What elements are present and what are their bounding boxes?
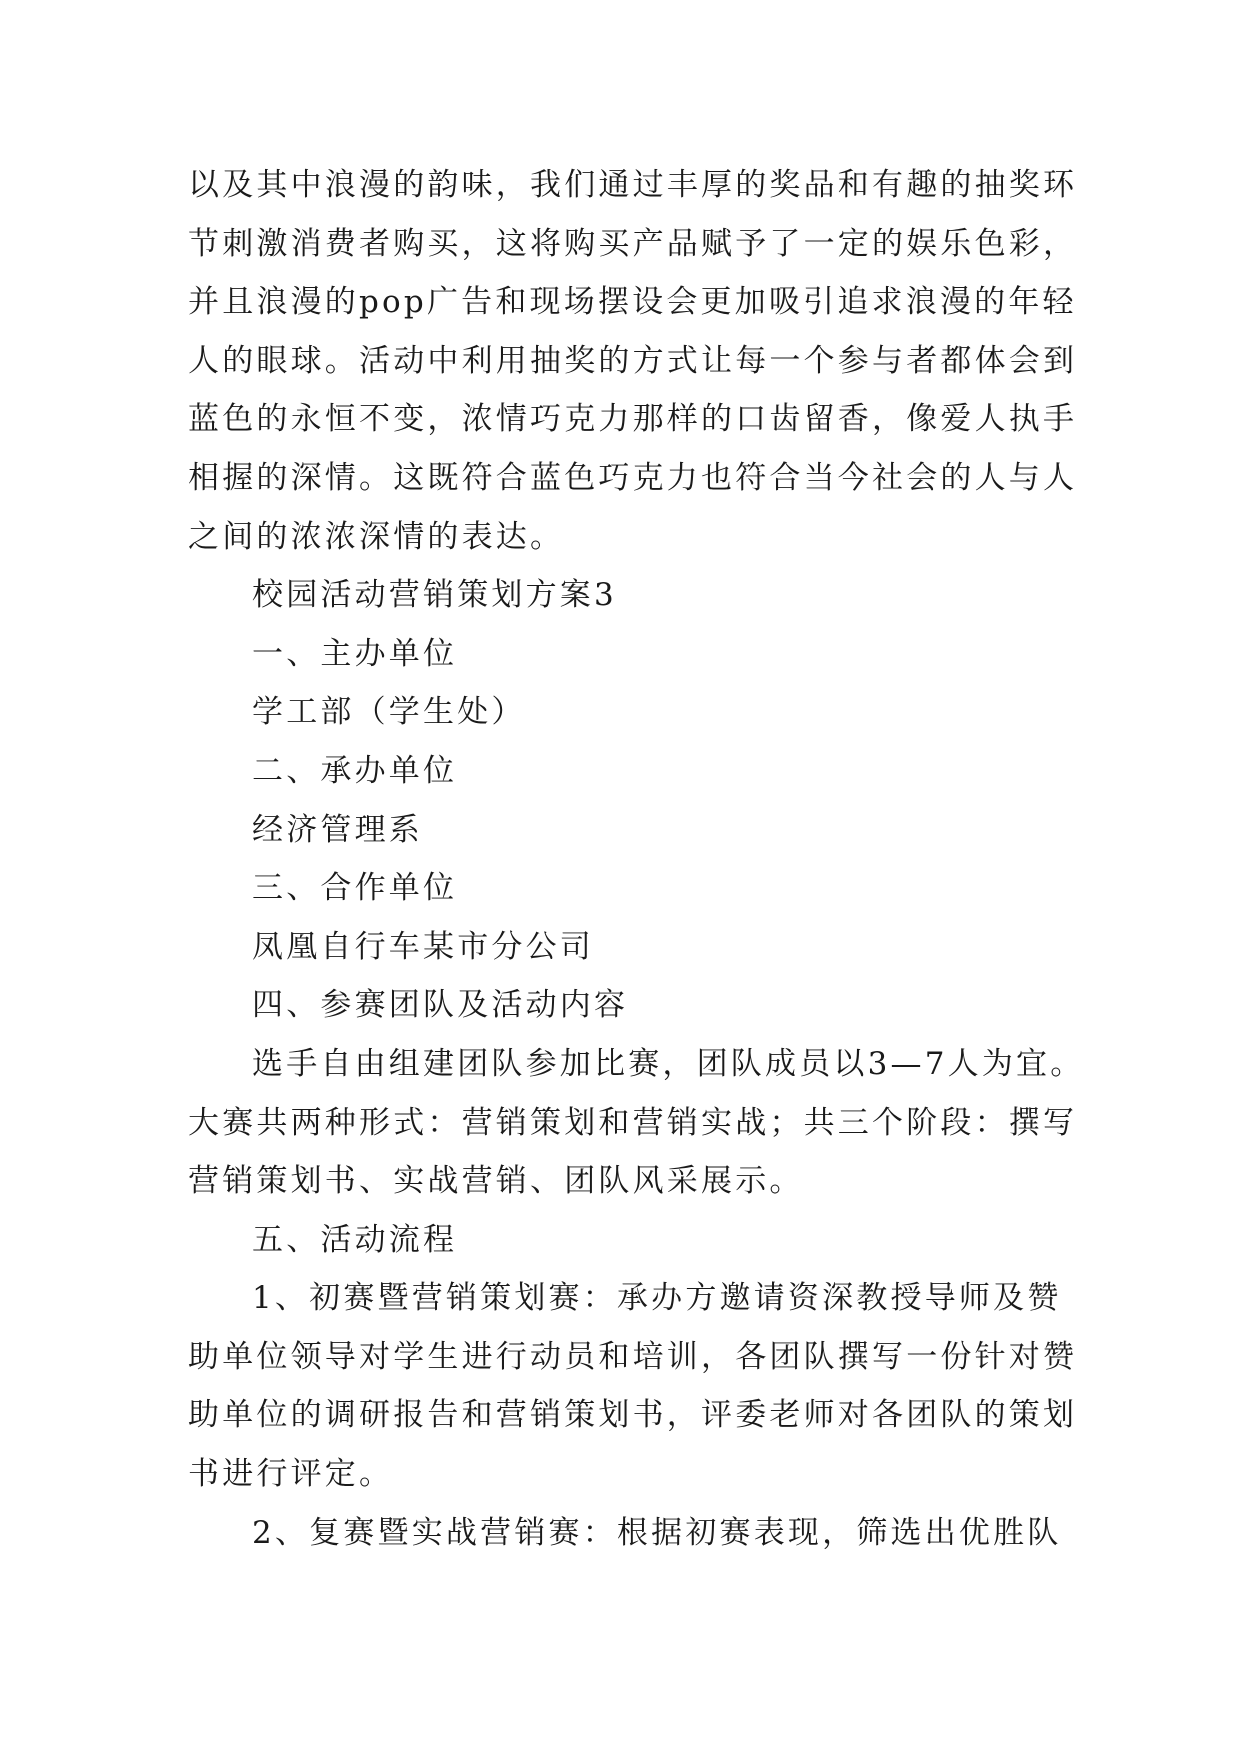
heading-organizer: 一、主办单位: [252, 635, 458, 672]
paragraph-line: 2、复赛暨实战营销赛：根据初赛表现，筛选出优胜队: [252, 1514, 1062, 1551]
paragraph-line: 大赛共两种形式：营销策划和营销实战；共三个阶段：撰写: [188, 1104, 1078, 1141]
paragraph-line: 营销策划书、实战营销、团队风采展示。: [188, 1163, 804, 1200]
organizer-value: 学工部（学生处）: [252, 694, 526, 731]
heading-partner: 三、合作单位: [252, 870, 458, 907]
heading-host: 二、承办单位: [252, 752, 458, 789]
paragraph-line: 书进行评定。: [188, 1456, 394, 1493]
host-value: 经济管理系: [252, 811, 423, 848]
paragraph-line: 相握的深情。这既符合蓝色巧克力也符合当今社会的人与人: [188, 459, 1078, 496]
paragraph-line: 助单位领导对学生进行动员和培训，各团队撰写一份针对赞: [188, 1338, 1078, 1375]
paragraph-line: 人的眼球。活动中利用抽奖的方式让每一个参与者都体会到: [188, 342, 1078, 379]
paragraph-line: 节刺激消费者购买，这将购买产品赋予了一定的娱乐色彩，: [188, 225, 1078, 262]
paragraph-line: 并且浪漫的pop广告和现场摆设会更加吸引追求浪漫的年轻: [188, 284, 1077, 321]
paragraph-line: 以及其中浪漫的韵味，我们通过丰厚的奖品和有趣的抽奖环: [188, 167, 1078, 203]
partner-value: 凤凰自行车某市分公司: [252, 928, 594, 965]
document-body: [188, 156, 1085, 1562]
paragraph-line: 1、初赛暨营销策划赛：承办方邀请资深教授导师及赞: [252, 1280, 1062, 1317]
paragraph-line: 之间的浓浓深情的表达。: [188, 518, 565, 555]
paragraph-line: 蓝色的永恒不变，浓情巧克力那样的口齿留香，像爱人执手: [188, 401, 1078, 438]
heading-teams-content: 四、参赛团队及活动内容: [252, 987, 629, 1024]
paragraph-line: 选手自由组建团队参加比赛，团队成员以3—7人为宜。: [252, 1045, 1085, 1082]
paragraph-line: 助单位的调研报告和营销策划书，评委老师对各团队的策划: [188, 1397, 1078, 1434]
heading-process: 五、活动流程: [252, 1221, 458, 1258]
section-title: 校园活动营销策划方案3: [252, 577, 617, 614]
